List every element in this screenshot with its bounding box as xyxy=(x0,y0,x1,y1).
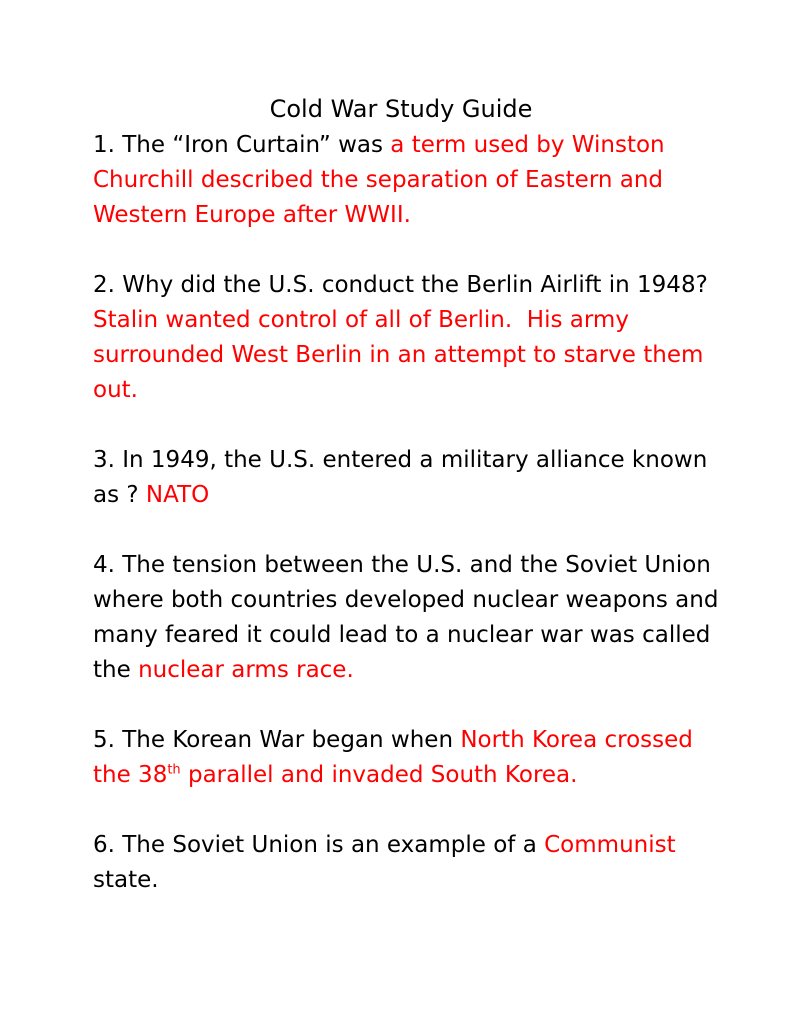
document-title: Cold War Study Guide xyxy=(269,95,533,123)
question-6-suffix: state. xyxy=(93,867,159,893)
spacer xyxy=(93,513,733,548)
spacer xyxy=(93,793,733,828)
question-3-prompt: 3. In 1949, the U.S. entered a military alliance known as ? xyxy=(93,447,708,508)
question-6-prompt: 6. The Soviet Union is an example of a xyxy=(93,832,545,858)
spacer xyxy=(93,233,733,268)
question-4-prompt: 4. The tension between the U.S. and the Soviet Union where both countries developed nuclear weapons and many feared it could lead to a nuclear war was called the xyxy=(93,552,719,683)
question-5-prompt: 5. The Korean War began when xyxy=(93,727,461,753)
question-1 xyxy=(93,128,733,233)
question-3-answer: NATO xyxy=(145,482,210,508)
spacer xyxy=(93,688,733,723)
question-1-prompt: 1. The “Iron Curtain” was xyxy=(93,132,391,158)
question-5-answer-part1: North Korea crossed the 38 xyxy=(93,727,693,788)
question-6-answer: Communist xyxy=(544,832,676,858)
question-5-answer-part2: parallel and invaded South Korea. xyxy=(180,762,578,788)
spacer xyxy=(93,408,733,443)
question-2-answer: Stalin wanted control of all of Berlin. His army surrounded West Berlin in an attempt to starve them out. xyxy=(93,307,711,403)
study-guide-page xyxy=(93,94,733,898)
question-1-answer: a term used by Winston Churchill described the separation of Eastern and Western Europe after WWII. xyxy=(93,132,665,228)
ordinal-superscript: th xyxy=(167,762,181,778)
question-2-prompt: 2. Why did the U.S. conduct the Berlin Airlift in 1948? xyxy=(93,272,708,298)
question-4-answer: nuclear arms race. xyxy=(138,657,354,683)
question-5 xyxy=(93,723,733,793)
question-6 xyxy=(93,828,733,898)
question-4 xyxy=(93,548,733,688)
question-2 xyxy=(93,268,733,408)
question-3 xyxy=(93,443,733,513)
